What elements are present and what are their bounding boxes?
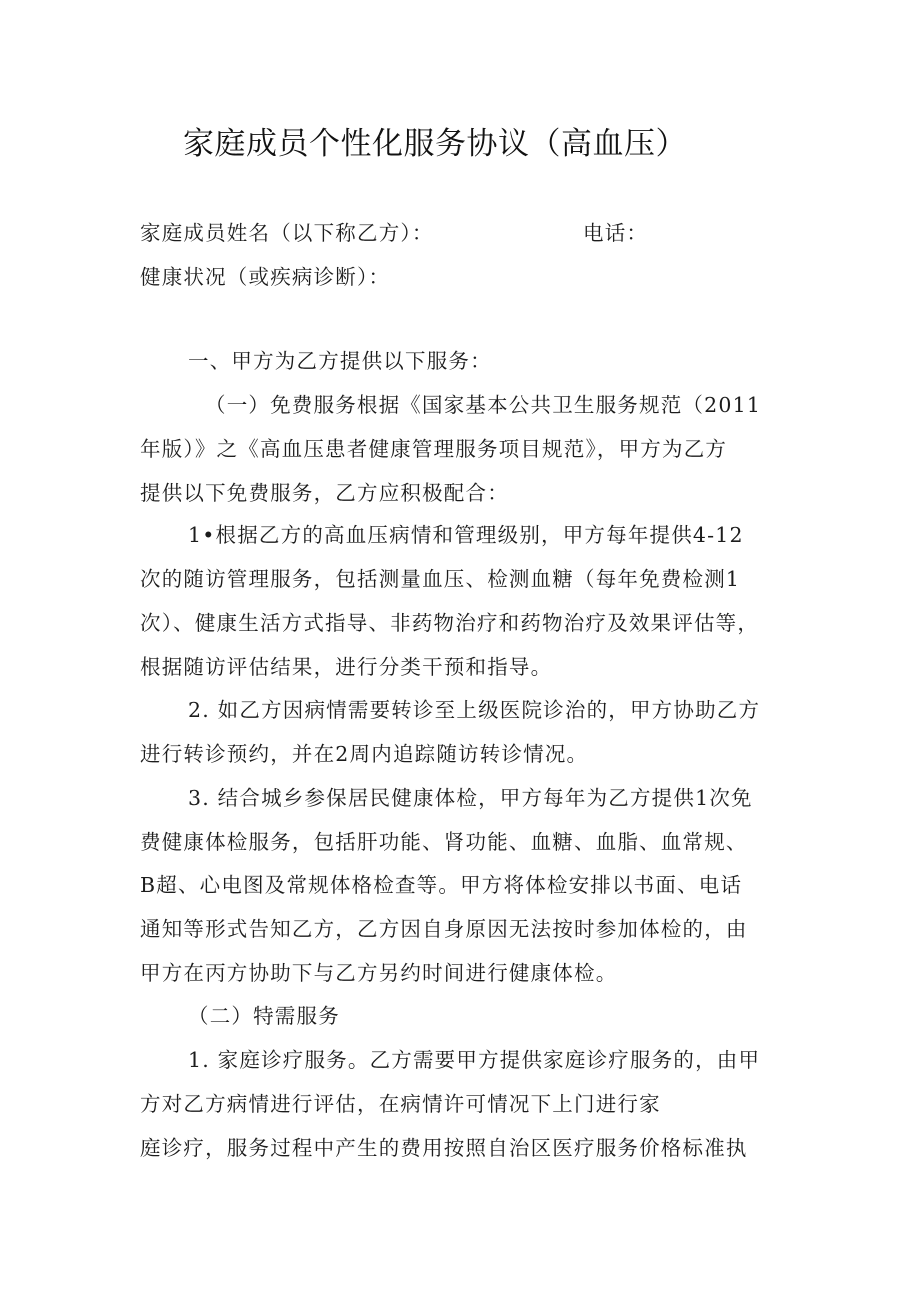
body-line: 次的随访管理服务，包括测量血压、检测血糖（每年免费检测1	[140, 567, 741, 591]
body-line: 次）、健康生活方式指导、非药物治疗和药物治疗及效果评估等，	[140, 611, 760, 635]
section-heading: 一、甲方为乙方提供以下服务：	[188, 349, 492, 373]
body-line: 进行转诊预约，并在2周内追踪随访转诊情况。	[140, 742, 589, 766]
body-line: 费健康体检服务，包括肝功能、肾功能、血糖、血脂、血常规、	[140, 830, 748, 854]
body-line: 庭诊疗，服务过程中产生的费用按照自治区医疗服务价格标准执	[140, 1136, 748, 1160]
body-line: 年版）》之《高血压患者健康管理服务项目规范》，甲方为乙方	[140, 437, 728, 461]
body-line: 提供以下免费服务，乙方应积极配合：	[140, 481, 509, 505]
body-line: 方对乙方病情进行评估，在病情许可情况下上门进行家	[140, 1092, 661, 1116]
body-line: 3. 结合城乡参保居民健康体检，甲方每年为乙方提供1次免	[188, 786, 753, 810]
body-line: 通知等形式告知乙方，乙方因自身原因无法按时参加体检的，由	[140, 917, 748, 941]
body-line: B超、心电图及常规体格检查等。甲方将体检安排以书面、电话	[140, 873, 743, 897]
phone-label: 电话：	[583, 221, 649, 245]
body-line: 1•根据乙方的高血压病情和管理级别，甲方每年提供4-12	[188, 523, 744, 547]
body-line: 甲方在丙方协助下与乙方另约时间进行健康体检。	[140, 961, 618, 985]
body-line: 根据随访评估结果，进行分类干预和指导。	[140, 655, 553, 679]
member-name-label: 家庭成员姓名（以下称乙方）：	[140, 221, 434, 245]
subsection-heading: （一）免费服务根据《国家基本公共卫生服务规范（2011	[205, 393, 762, 417]
document-title: 家庭成员个性化服务协议（高血压）	[183, 126, 687, 162]
subsection-heading: （二）特需服务	[188, 1004, 340, 1028]
body-line: 1. 家庭诊疗服务。乙方需要甲方提供家庭诊疗服务的，由甲	[188, 1048, 761, 1072]
body-line: 2. 如乙方因病情需要转诊至上级医院诊治的，甲方协助乙方	[188, 698, 761, 722]
health-status-label: 健康状况（或疾病诊断）：	[140, 265, 391, 289]
